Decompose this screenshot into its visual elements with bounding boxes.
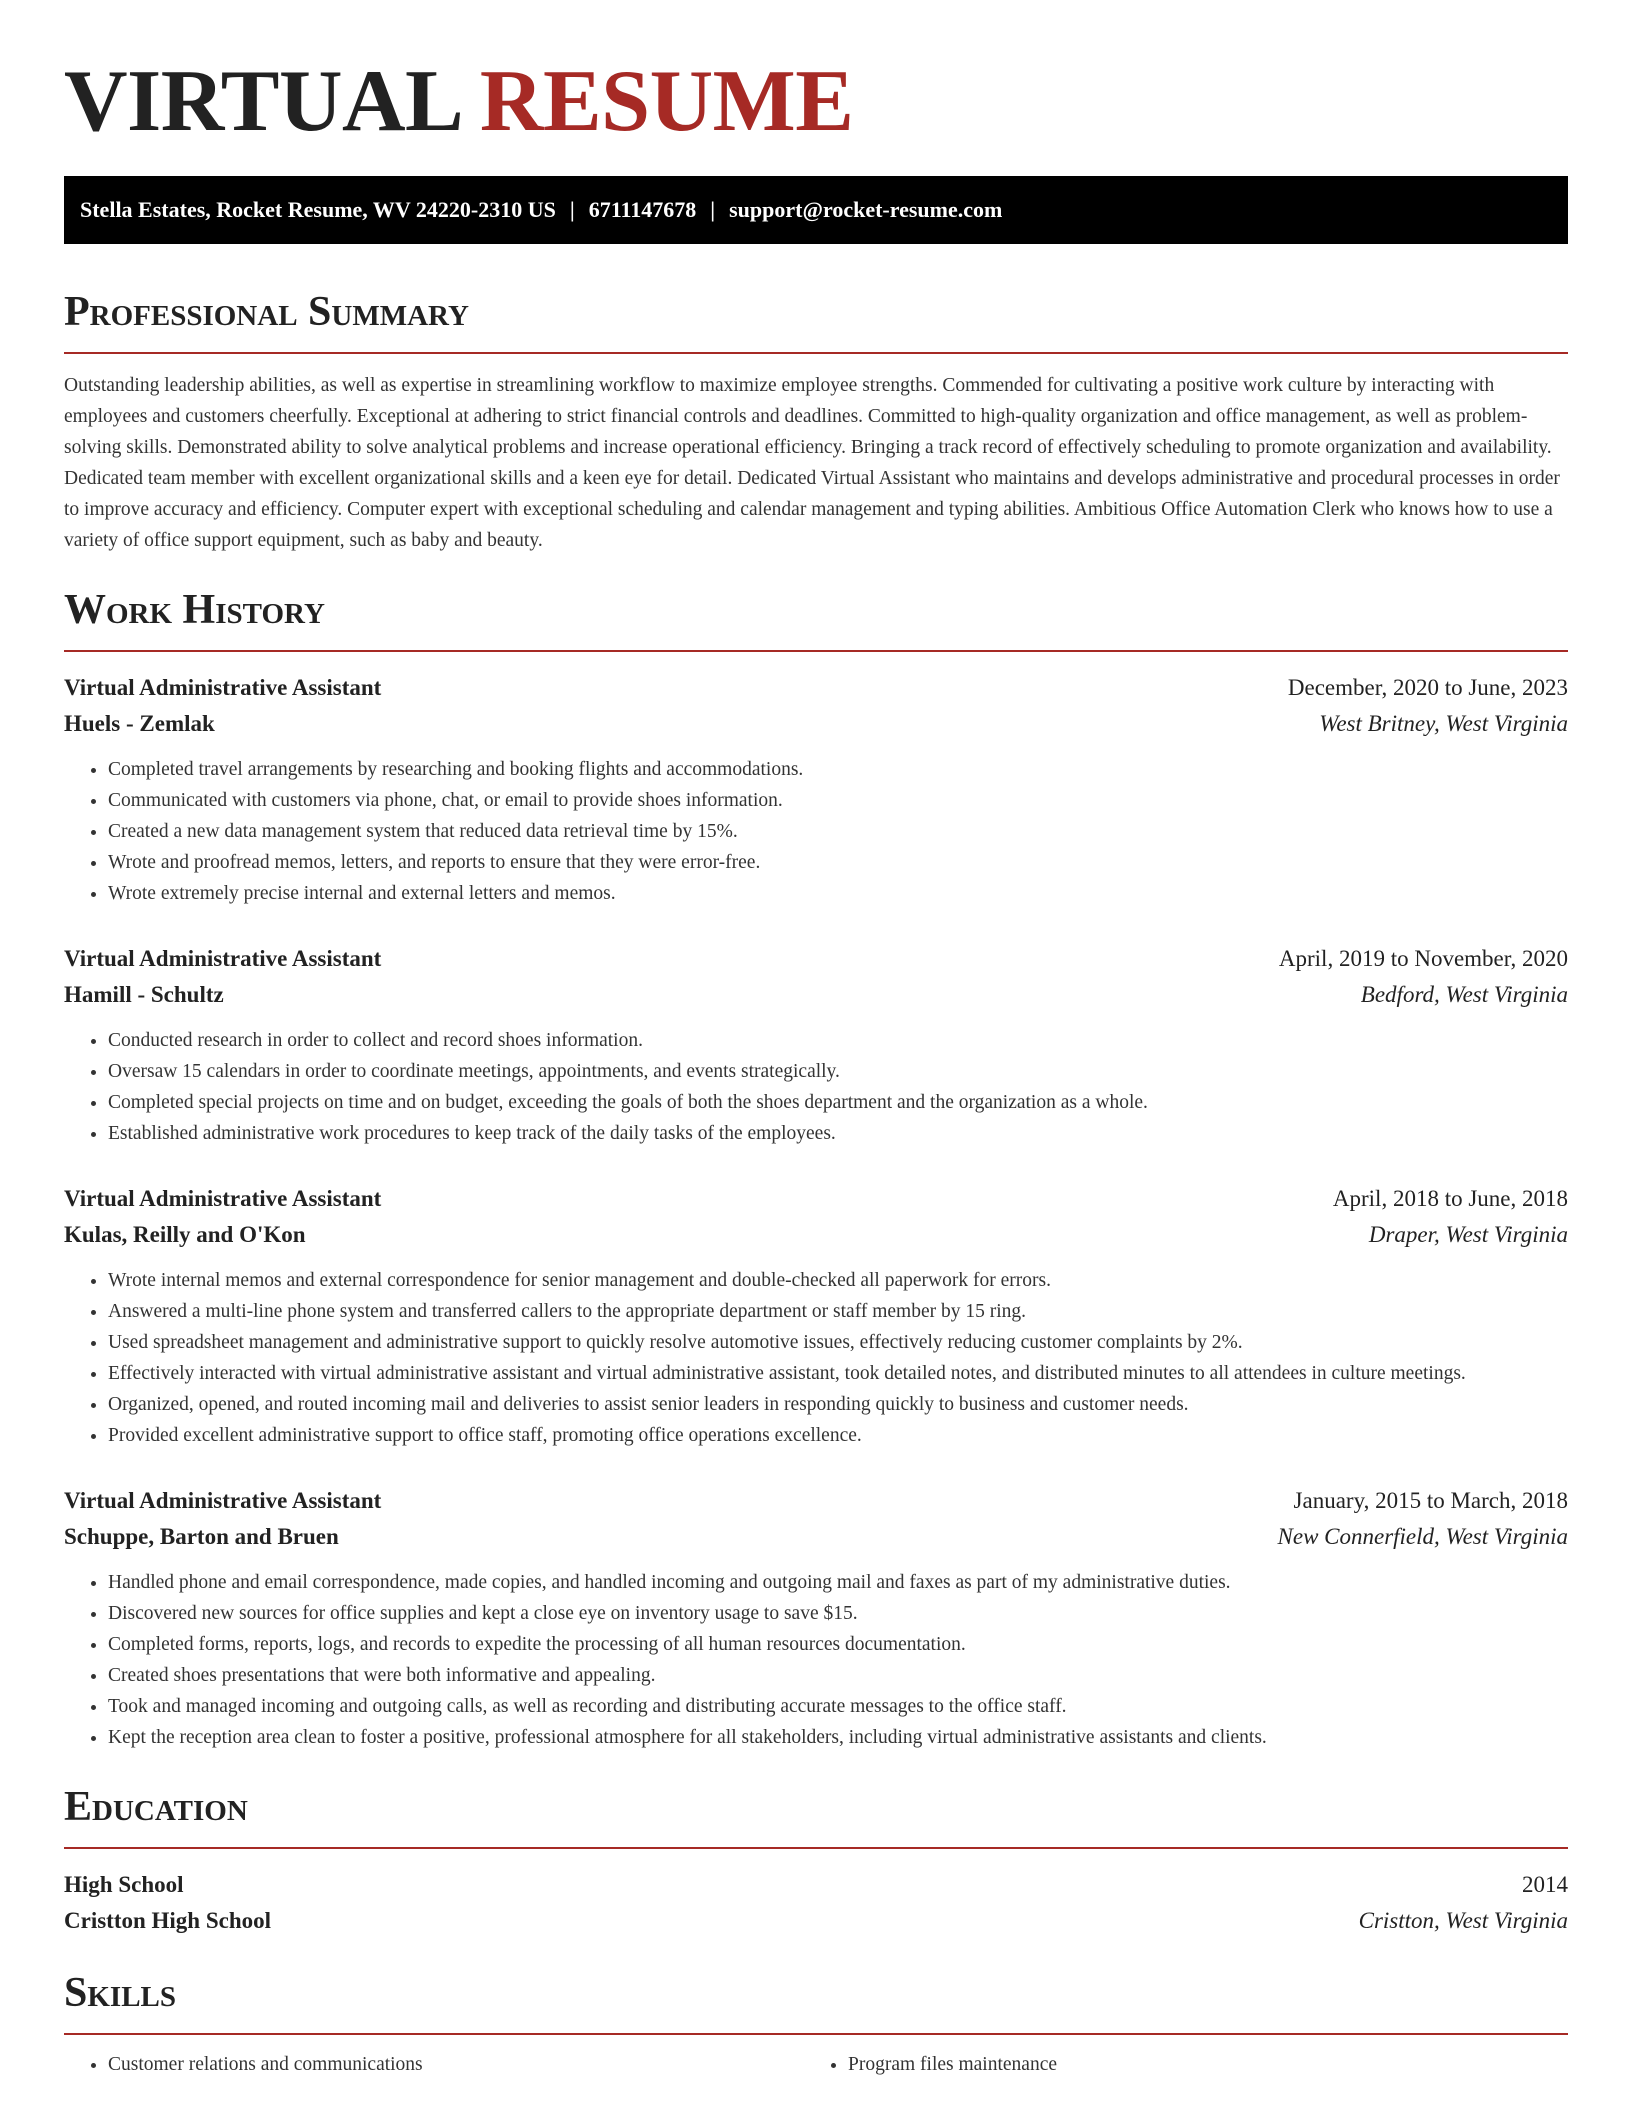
job-dates: April, 2018 to June, 2018 [1332, 1186, 1568, 1211]
job-company: Schuppe, Barton and Bruen [64, 1524, 339, 1549]
job-bullet: • Effectively interacted with virtual administrative assistant and virtual administrative assistant, took detailed notes, and distributed minutes to all attendees in culture meetings. [108, 1358, 1568, 1389]
education-degree: High School [64, 1872, 184, 1897]
education-location: Cristton, West Virginia [1358, 1908, 1568, 1933]
job-bullet: • Took and managed incoming and outgoing calls, as well as recording and distributing accurate messages to the office staff. [108, 1691, 1568, 1722]
job-bullet: • Completed travel arrangements by researching and booking flights and accommodations. [108, 754, 1568, 785]
job-bullet: • Created a new data management system that reduced data retrieval time by 15%. [108, 816, 1568, 847]
job-dates: December, 2020 to June, 2023 [1287, 675, 1568, 700]
job-bullet: • Used spreadsheet management and administrative support to quickly resolve automotive issues, effectively reducing customer complaints by 2%. [108, 1327, 1568, 1358]
contact-bar [64, 176, 1568, 244]
resume-page [64, 0, 1568, 2080]
job-location: Bedford, West Virginia [1360, 982, 1568, 1007]
education-entry [64, 1867, 1568, 1939]
skill-item: • Program files maintenance [848, 2049, 1544, 2080]
education-degree-row [64, 1867, 1568, 1903]
contact-separator: | [710, 197, 716, 222]
education-year: 2014 [1522, 1872, 1568, 1897]
contact-separator: | [569, 197, 575, 222]
job-bullet: • Conducted research in order to collect and record shoes information. [108, 1025, 1568, 1056]
contact-address: Stella Estates, Rocket Resume, WV 24220-2310 US [80, 197, 556, 222]
summary-heading: Professional Summary [64, 288, 1568, 354]
job-company-row [64, 977, 1568, 1013]
job-title: Virtual Administrative Assistant [64, 1488, 382, 1513]
skills-column-1 [64, 2049, 804, 2080]
job-company: Kulas, Reilly and O'Kon [64, 1222, 306, 1247]
job-entry [64, 670, 1568, 909]
job-location: West Britney, West Virginia [1319, 711, 1568, 736]
skills-column-2 [804, 2049, 1544, 2080]
skills-heading: Skills [64, 1969, 1568, 2035]
job-title-row [64, 670, 1568, 706]
summary-text: Outstanding leadership abilities, as well as expertise in streamlining workflow to maximize employee strengths. Commended for cultivating a positive work culture by interacting with employees and customers cheerfully. Exceptional at adhering to strict financial controls and deadlines. Committed to high-quality organization and office management, as well as problem-solving skills. Demonstrated ability to solve analytical problems and increase operational efficiency. Bringing a track record of effectively scheduling to promote organization and availability. Dedicated team member with excellent organizational skills and a keen eye for detail. Dedicated Virtual Assistant who maintains and develops administrative and procedural processes in order to improve accuracy and efficiency. Computer expert with exceptional scheduling and calendar management and typing abilities. Ambitious Office Automation Clerk who knows how to use a variety of office support equipment, such as baby and beauty. [64, 375, 1560, 551]
job-bullet: • Created shoes presentations that were both informative and appealing. [108, 1660, 1568, 1691]
job-dates: January, 2015 to March, 2018 [1293, 1488, 1568, 1513]
resume-title [64, 52, 1568, 152]
job-bullet: • Wrote and proofread memos, letters, and reports to ensure that they were error-free. [108, 847, 1568, 878]
job-dates: April, 2019 to November, 2020 [1278, 946, 1568, 971]
job-bullet: • Answered a multi-line phone system and transferred callers to the appropriate department or staff member by 15 ring. [108, 1296, 1568, 1327]
job-title: Virtual Administrative Assistant [64, 1186, 382, 1211]
contact-phone: 6711147678 [588, 197, 697, 222]
job-company-row [64, 706, 1568, 742]
job-company-row [64, 1217, 1568, 1253]
job-bullets [64, 1567, 1568, 1753]
job-bullet: • Communicated with customers via phone, chat, or email to provide shoes information. [108, 785, 1568, 816]
title-part-virtual: VIRTUAL [64, 53, 459, 150]
job-bullets [64, 754, 1568, 909]
title-part-resume: RESUME [479, 53, 854, 150]
job-entry [64, 1483, 1568, 1753]
job-bullet: • Wrote extremely precise internal and external letters and memos. [108, 878, 1568, 909]
job-entry [64, 1181, 1568, 1451]
job-title-row [64, 1181, 1568, 1217]
job-bullet: • Established administrative work procedures to keep track of the daily tasks of the employees. [108, 1118, 1568, 1149]
job-location: New Connerfield, West Virginia [1277, 1524, 1568, 1549]
job-entry [64, 941, 1568, 1149]
job-bullet: • Discovered new sources for office supplies and kept a close eye on inventory usage to save $15. [108, 1598, 1568, 1629]
job-title-row [64, 941, 1568, 977]
job-location: Draper, West Virginia [1368, 1222, 1568, 1247]
job-title: Virtual Administrative Assistant [64, 946, 382, 971]
job-title: Virtual Administrative Assistant [64, 675, 382, 700]
education-school-row [64, 1903, 1568, 1939]
job-bullet: • Organized, opened, and routed incoming mail and deliveries to assist senior leaders in responding quickly to business and customer needs. [108, 1389, 1568, 1420]
work-history-heading: Work History [64, 586, 1568, 652]
contact-email: support@rocket-resume.com [729, 197, 1003, 222]
job-company: Hamill - Schultz [64, 982, 224, 1007]
job-bullet: • Handled phone and email correspondence, made copies, and handled incoming and outgoing mail and faxes as part of my administrative duties. [108, 1567, 1568, 1598]
education-school: Cristton High School [64, 1908, 272, 1933]
job-company: Huels - Zemlak [64, 711, 215, 736]
job-bullet: • Wrote internal memos and external correspondence for senior management and double-checked all paperwork for errors. [108, 1265, 1568, 1296]
job-bullet: • Completed forms, reports, logs, and records to expedite the processing of all human resources documentation. [108, 1629, 1568, 1660]
job-bullet: • Kept the reception area clean to foster a positive, professional atmosphere for all stakeholders, including virtual administrative assistants and clients. [108, 1722, 1568, 1753]
education-heading: Education [64, 1783, 1568, 1849]
job-title-row [64, 1483, 1568, 1519]
job-bullet: • Provided excellent administrative support to office staff, promoting office operations excellence. [108, 1420, 1568, 1451]
job-bullets [64, 1025, 1568, 1149]
job-company-row [64, 1519, 1568, 1555]
job-bullets [64, 1265, 1568, 1451]
job-bullet: • Completed special projects on time and on budget, exceeding the goals of both the shoes department and the organization as a whole. [108, 1087, 1568, 1118]
skills-list [64, 2049, 1568, 2080]
skill-item: • Customer relations and communications [108, 2049, 804, 2080]
job-bullet: • Oversaw 15 calendars in order to coordinate meetings, appointments, and events strategically. [108, 1056, 1568, 1087]
